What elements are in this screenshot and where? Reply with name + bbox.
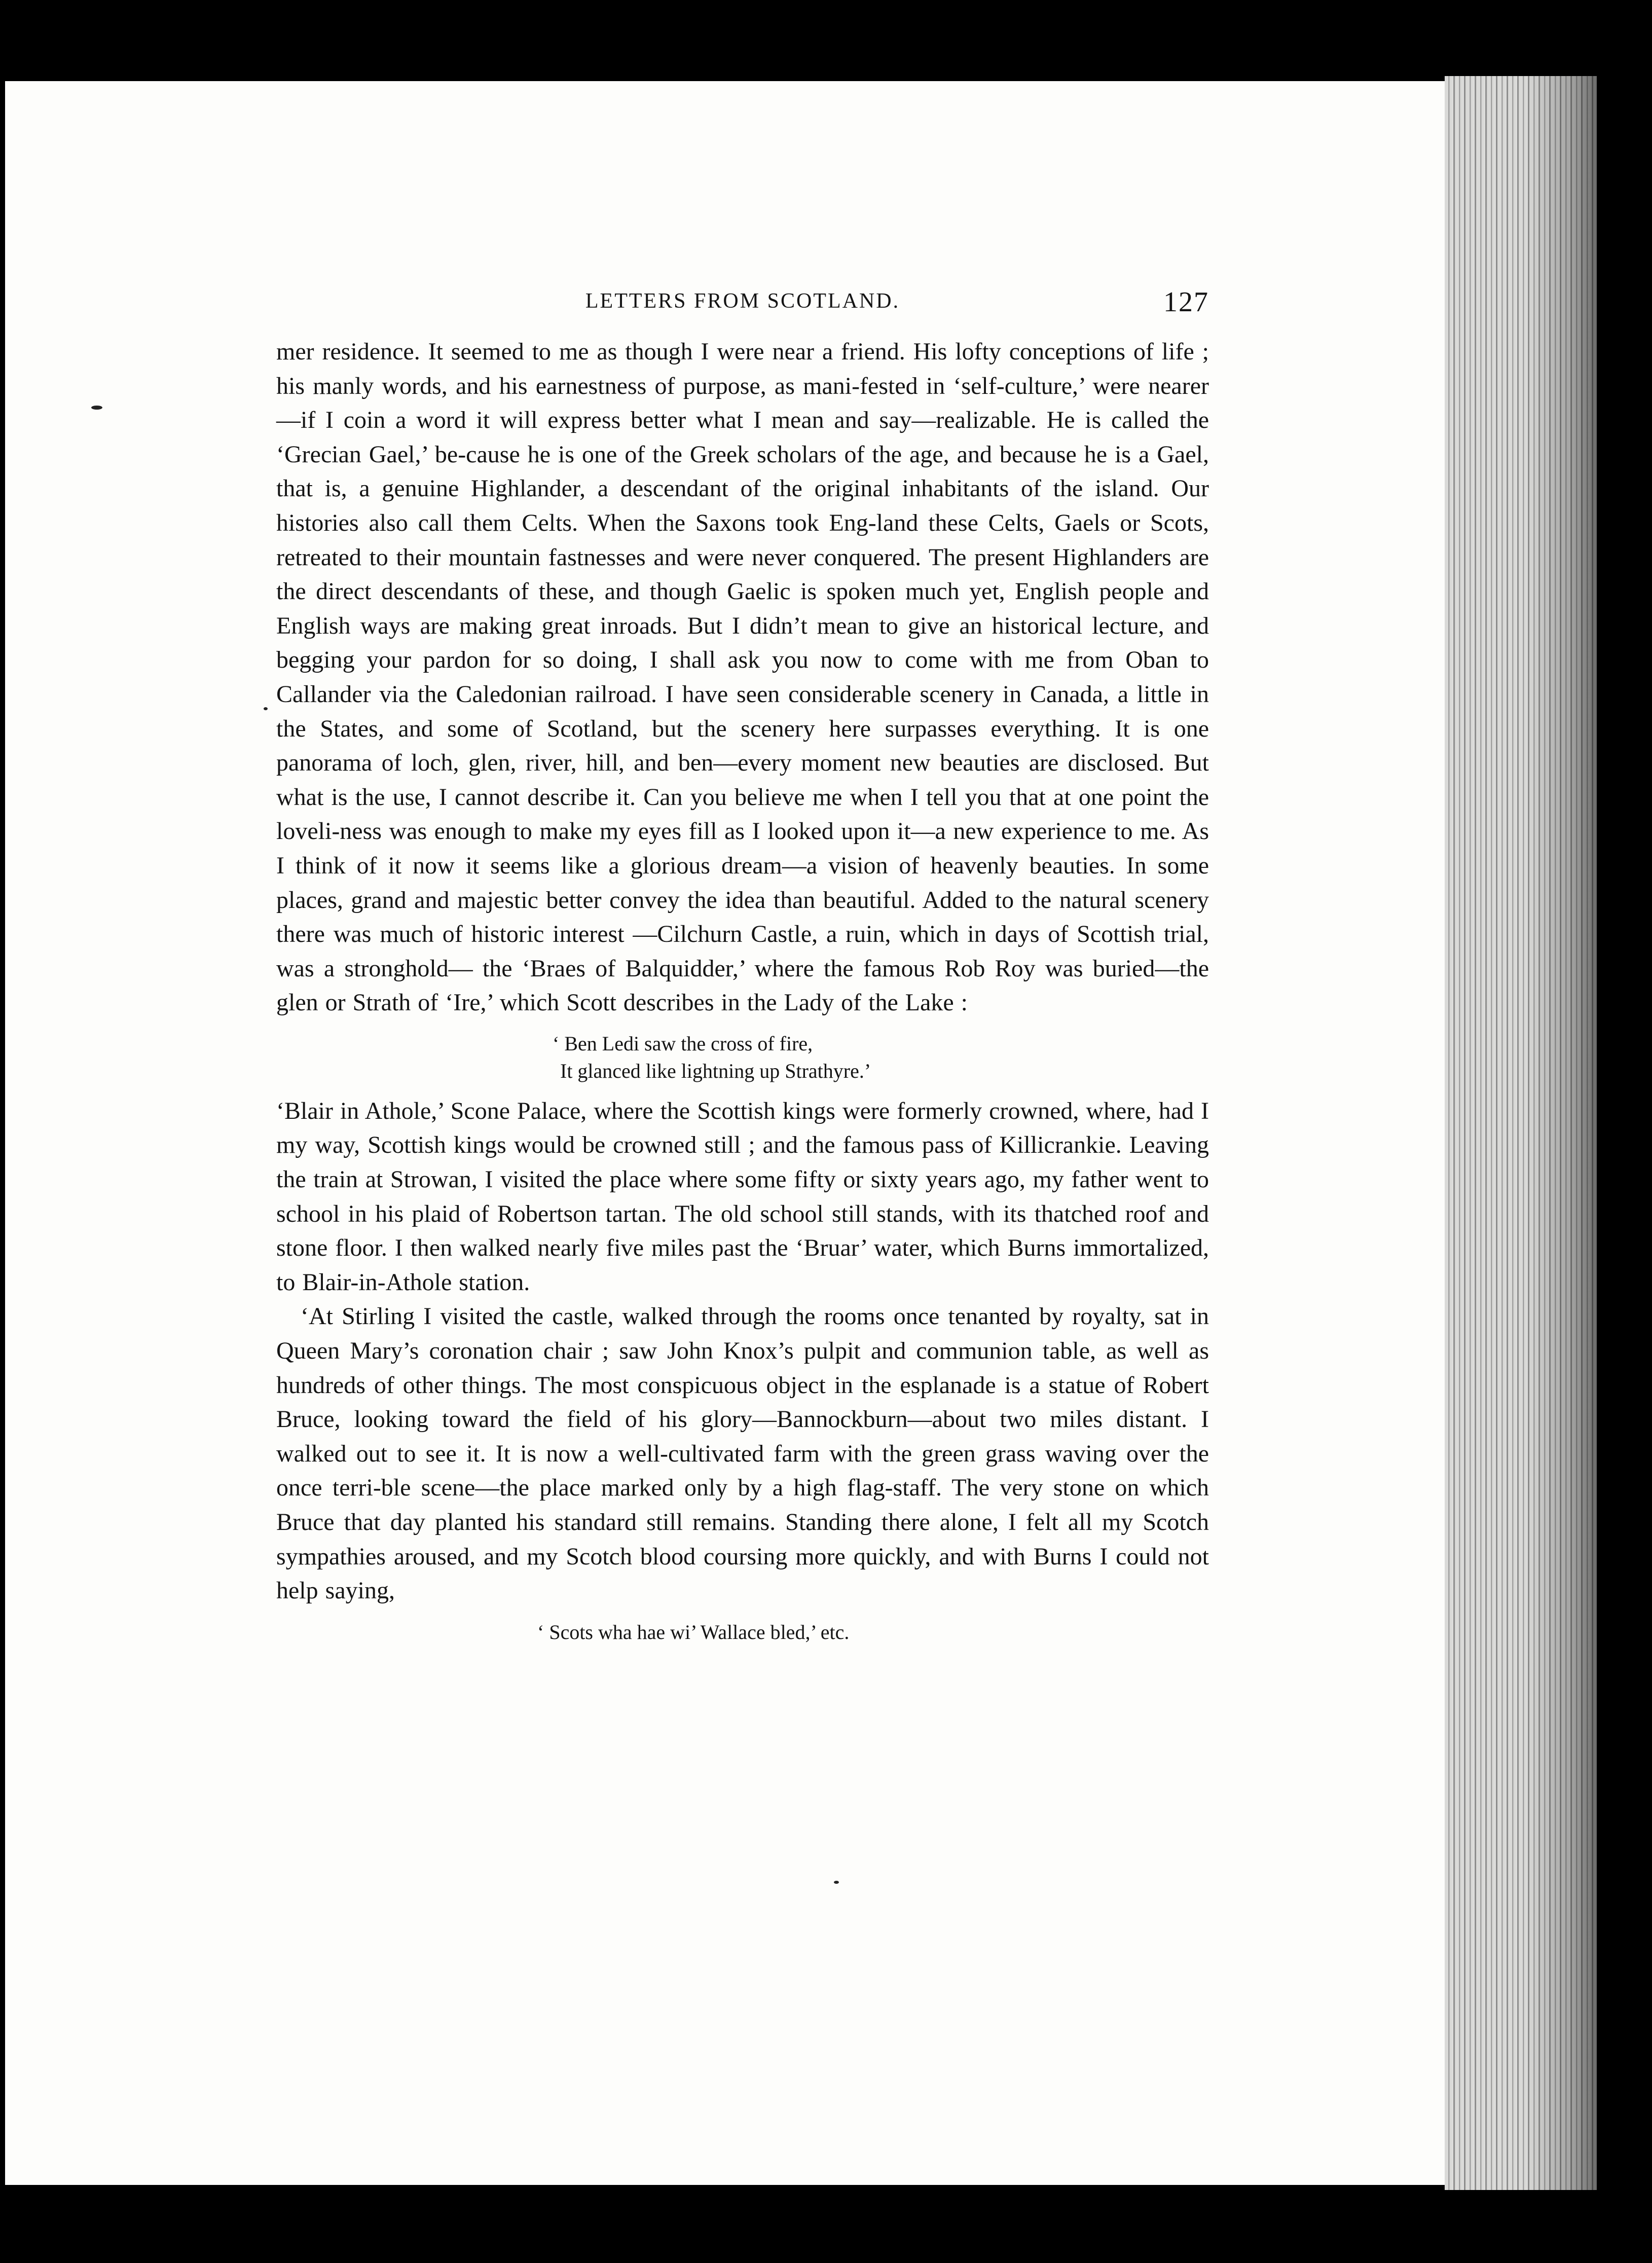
verse-line: It glanced like lightning up Strathyre.’ (560, 1059, 871, 1082)
scan-speck (264, 707, 268, 710)
page-number: 127 (1163, 286, 1209, 318)
verse-quotation: ‘ Scots wha hae wi’ Wallace bled,’ etc. (537, 1620, 850, 1644)
running-head (276, 286, 1209, 335)
verse-line: ‘ Ben Ledi saw the cross of fire, (553, 1032, 813, 1055)
body-paragraph: ‘At Stirling I visited the castle, walked through the rooms once tenanted by royalty, sat in Queen Mary’s coronation chair ; saw John Knox’s pulpit and communion table, as well as hundreds of other things. The most conspicuous object in the esplanade is a statue of Robert Bruce, looking toward the field of his glory—Bannockburn—about two miles distant. I walked out to see it. It is now a well-cultivated farm with the green grass waving over the once terri-ble scene—the place marked only by a high flag-staff. The very stone on which Bruce that day planted his standard still remains. Standing there alone, I felt all my Scotch sympathies aroused, and my Scotch blood coursing more quickly, and with Burns I could not help saying, (276, 1303, 1209, 1604)
scan-speck (91, 406, 102, 410)
body-paragraph: ‘Blair in Athole,’ Scone Palace, where the Scottish kings were formerly crowned, where, had I my way, Scottish kings would be crowned still ; and the famous pass of Killicrankie. Leaving the train at Strowan, I visited the place where some fifty or sixty years ago, my father went to school in his plaid of Robertson tartan. The old school still stands, with its thatched roof and stone floor. I then walked nearly five miles past the ‘Bruar’ water, which Burns immortalized, to Blair-in-Athole station. (276, 1097, 1209, 1296)
page-edge-shadow (1526, 76, 1602, 2190)
scan-speck (834, 1881, 839, 1884)
body-paragraph: mer residence. It seemed to me as though I were near a friend. His lofty conceptions of life ; his manly words, and his earnestness of purpose, as mani-fested in ‘self-culture,’ were nearer—if I coin a word it will express better what I mean and say—realizable. He is called the ‘Grecian Gael,’ be-cause he is one of the Greek scholars of the age, and because he is a Gael, that is, a genuine Highlander, a descendant of the original inhabitants of the island. Our histories also call them Celts. When the Saxons took Eng-land these Celts, Gaels or Scots, retreated to their mountain fastnesses and were never conquered. The present Highlanders are the direct descendants of these, and though Gaelic is spoken much yet, English people and English ways are making great inroads. But I didn’t mean to give an historical lecture, and begging your pardon for so doing, I shall ask you now to come with me from Oban to Callander via the Caledonian railroad. I have seen considerable scenery in Canada, a little in the States, and some of Scotland, but the scenery here surpasses everything. It is one panorama of loch, glen, river, hill, and ben—every moment new beauties are disclosed. But what is the use, I cannot describe it. Can you believe me when I tell you that at one point the loveli-ness was enough to make my eyes fill as I looked upon it—a new experience to me. As I think of it now it seems like a glorious dream—a vision of heavenly beauties. In some places, grand and majestic better convey the idea than beautiful. Added to the natural scenery there was much of historic interest —Cilchurn Castle, a ruin, which in days of Scottish trial, was a stronghold— the ‘Braes of Balquidder,’ where the famous Rob Roy was buried—the glen or Strath of ‘Ire,’ which Scott describes in the Lady of the Lake : (276, 338, 1209, 1016)
running-head-title: LETTERS FROM SCOTLAND. (585, 289, 900, 313)
page-text (276, 286, 1209, 1644)
verse-quotation (276, 1030, 1209, 1085)
